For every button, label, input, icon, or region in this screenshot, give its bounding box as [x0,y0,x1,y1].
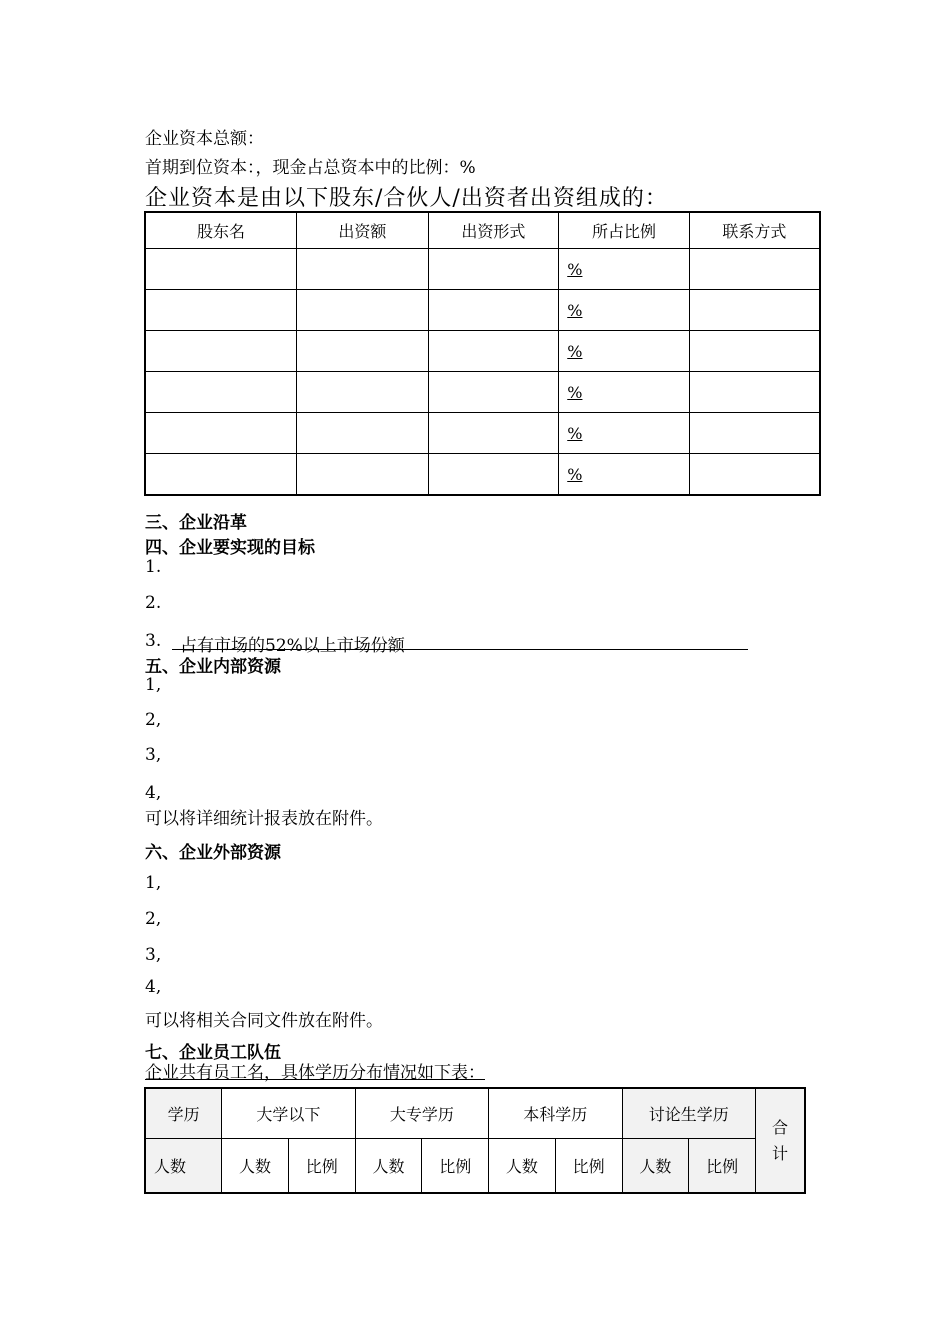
sub-header-count: 人数 [622,1139,689,1194]
cell[interactable] [145,331,297,372]
cell[interactable] [559,413,690,454]
table-header-row [145,212,820,249]
cell[interactable] [428,290,559,331]
cell[interactable] [297,290,429,331]
goal-item-2: 2. [145,593,162,613]
cell[interactable] [297,331,429,372]
sub-header-count: 人数 [355,1139,422,1194]
cell[interactable] [559,290,690,331]
table-row [145,413,820,454]
sub-header-count: 人数 [489,1139,556,1194]
section-history-title: 三、企业沿革 [145,513,247,533]
internal-item-4: 4, [145,783,162,803]
table-row [145,290,820,331]
sub-header-ratio: 比例 [288,1139,355,1194]
external-item-3: 3, [145,945,162,965]
cell[interactable] [559,249,690,290]
cell[interactable] [559,454,690,496]
percent-mark: % [567,300,583,320]
cell[interactable] [428,413,559,454]
sub-header-count: 人数 [222,1139,289,1194]
shareholder-table [144,211,821,496]
table-row [145,1088,805,1139]
cell[interactable] [428,454,559,496]
cell[interactable] [297,454,429,496]
external-item-4: 4, [145,977,162,997]
goal-item-1: 1. [145,557,162,577]
sub-header-ratio: 比例 [555,1139,622,1194]
internal-item-2: 2, [145,710,162,730]
table-row [145,1139,805,1194]
cell[interactable] [297,413,429,454]
table-row [145,249,820,290]
table-row [145,331,820,372]
cell[interactable] [689,331,820,372]
total-label: 合计 [755,1088,805,1193]
cell[interactable] [428,372,559,413]
internal-note: 可以将详细统计报表放在附件。 [145,809,383,829]
header-share-ratio: 所占比例 [559,212,690,249]
percent-mark: % [567,259,583,279]
level-bachelor: 本科学历 [489,1088,622,1139]
sub-header-ratio: 比例 [422,1139,489,1194]
cell[interactable] [689,413,820,454]
header-investment-amount: 出资额 [297,212,429,249]
cell[interactable] [428,249,559,290]
cell[interactable] [689,454,820,496]
percent-mark: % [567,423,583,443]
capital-composition-title: 企业资本是由以下股东/合伙人/出资者出资组成的： [145,186,668,211]
level-postgraduate: 讨论生学历 [622,1088,755,1139]
cell[interactable] [145,454,297,496]
table-row [145,454,820,496]
cell[interactable] [689,290,820,331]
staff-education-table [144,1087,806,1194]
cell[interactable] [559,331,690,372]
capital-initial-label: 首期到位资本：，现金占总资本中的比例：% [145,158,476,178]
cell[interactable] [689,249,820,290]
section-staff-title: 七、企业员工队伍 [145,1043,281,1063]
header-contact: 联系方式 [689,212,820,249]
header-investment-form: 出资形式 [428,212,559,249]
cell[interactable] [297,372,429,413]
section-goals-title: 四、企业要实现的目标 [145,538,315,558]
goal-item-3-value: 占有市场的52%以上市场份额 [180,636,405,656]
external-note: 可以将相关合同文件放在附件。 [145,1011,383,1031]
external-item-2: 2, [145,909,162,929]
cell[interactable] [145,290,297,331]
count-label: 人数 [145,1139,222,1194]
cell[interactable] [297,249,429,290]
internal-item-3: 3, [145,745,162,765]
external-item-1: 1, [145,873,162,893]
section-external-title: 六、企业外部资源 [145,843,281,863]
cell[interactable] [689,372,820,413]
percent-mark: % [567,382,583,402]
internal-item-1: 1, [145,675,162,695]
cell[interactable] [145,372,297,413]
edu-label: 学历 [145,1088,222,1139]
goal-item-3-number: 3. [145,631,162,651]
goal-item-3-text [172,631,748,656]
level-below-college: 大学以下 [222,1088,355,1139]
percent-mark: % [567,464,583,484]
cell[interactable] [559,372,690,413]
cell[interactable] [145,413,297,454]
cell[interactable] [145,249,297,290]
staff-intro: 企业共有员工名，具体学历分布情况如下表： [145,1063,485,1083]
percent-mark: % [567,341,583,361]
level-junior-college: 大专学历 [355,1088,488,1139]
capital-total-label: 企业资本总额： [145,129,264,149]
table-row [145,372,820,413]
cell[interactable] [428,331,559,372]
sub-header-ratio: 比例 [689,1139,756,1194]
header-shareholder-name: 股东名 [145,212,297,249]
section-internal-title: 五、企业内部资源 [145,657,281,677]
